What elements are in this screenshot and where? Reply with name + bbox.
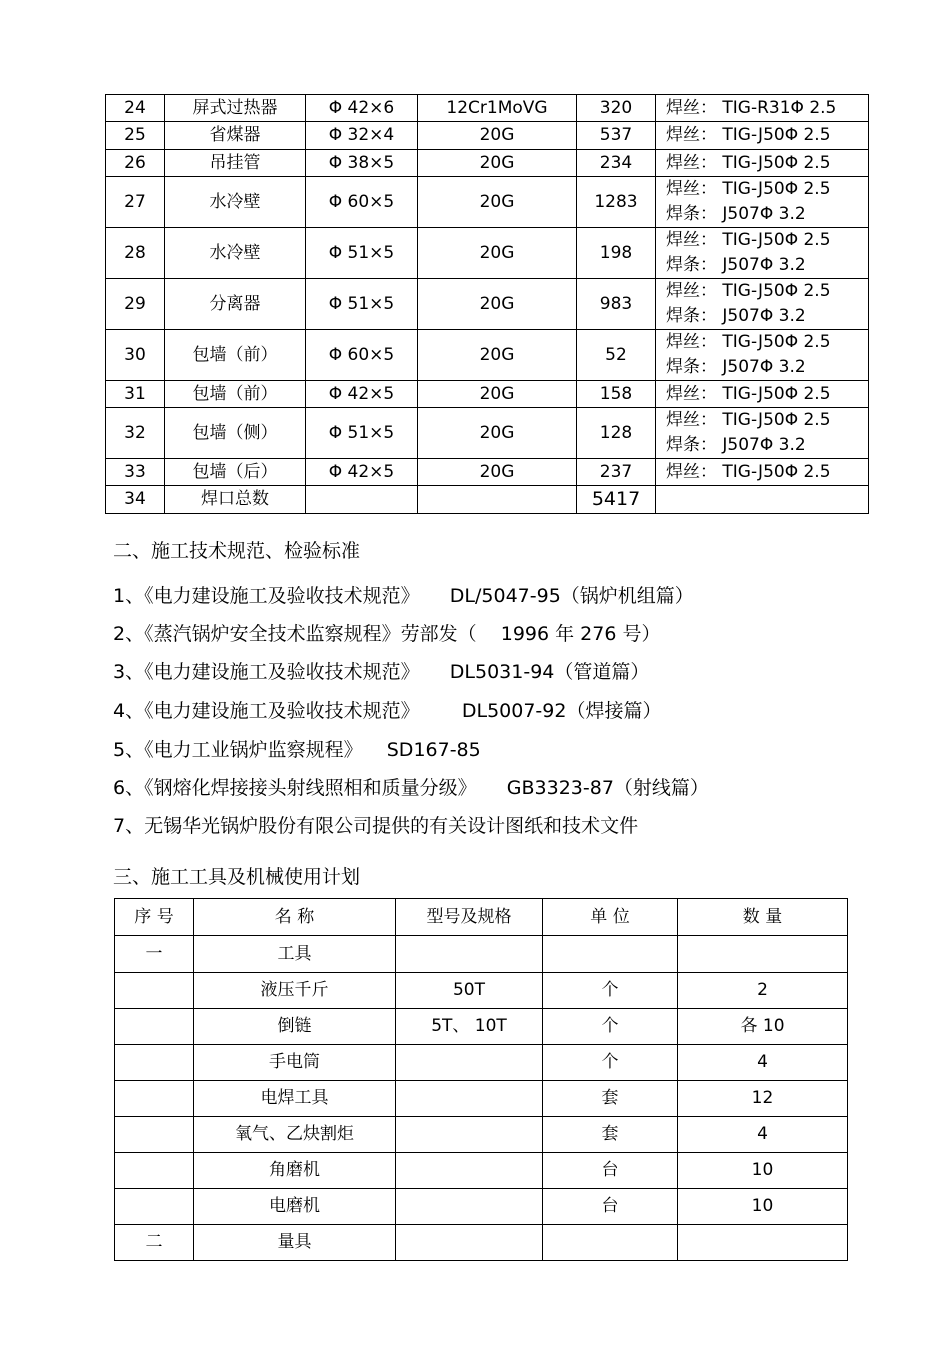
tool-unit: 套 <box>543 1081 678 1117</box>
weld-row <box>106 95 869 122</box>
tool-spec: 50T <box>396 973 543 1009</box>
weld-row <box>106 459 869 486</box>
pipe-spec: Φ 60×5 <box>306 330 418 381</box>
tool-seq <box>115 1081 194 1117</box>
weld-material <box>656 381 869 408</box>
tool-row <box>115 1153 848 1189</box>
header-name: 名 称 <box>194 899 396 936</box>
weld-row <box>106 486 869 514</box>
row-number: 30 <box>106 330 165 381</box>
weld-material <box>656 150 869 177</box>
weld-material-line: 焊丝： TIG-J50Φ 2.5 <box>666 383 831 404</box>
weld-material-line: 焊丝： TIG-J50Φ 2.5 <box>666 281 831 301</box>
weld-material-line: 焊丝： TIG-J50Φ 2.5 <box>666 152 831 173</box>
material: 20G <box>418 228 577 279</box>
tool-spec <box>396 1081 543 1117</box>
pipe-spec: Φ 51×5 <box>306 408 418 459</box>
material: 20G <box>418 381 577 408</box>
pipe-spec <box>306 486 418 514</box>
component-name: 包墙（前） <box>165 381 306 408</box>
joint-count: 237 <box>577 459 656 486</box>
tool-row <box>115 973 848 1009</box>
tool-spec <box>396 1153 543 1189</box>
weld-material-line: 焊丝： TIG-J50Φ 2.5 <box>666 410 831 430</box>
weld-row <box>106 122 869 150</box>
tool-row <box>115 936 848 973</box>
standard-item: 4、《电力建设施工及验收技术规范》 DL5007-92（焊接篇） <box>113 700 662 722</box>
tool-seq <box>115 973 194 1009</box>
weld-material-line: 焊条： J507Φ 3.2 <box>666 255 806 275</box>
header-spec: 型号及规格 <box>396 899 543 936</box>
tool-row <box>115 1045 848 1081</box>
weld-material <box>656 408 869 459</box>
component-name: 焊口总数 <box>165 486 306 514</box>
tool-qty: 4 <box>678 1045 848 1081</box>
material: 20G <box>418 150 577 177</box>
tool-seq <box>115 1189 194 1225</box>
tool-spec <box>396 1045 543 1081</box>
joint-count: 158 <box>577 381 656 408</box>
tool-seq <box>115 1045 194 1081</box>
standard-item: 7、无锡华光锅炉股份有限公司提供的有关设计图纸和技术文件 <box>113 815 639 837</box>
tool-seq <box>115 1117 194 1153</box>
standard-item: 3、《电力建设施工及验收技术规范》 DL5031-94（管道篇） <box>113 661 650 683</box>
weld-row <box>106 150 869 177</box>
pipe-spec: Φ 42×6 <box>306 95 418 122</box>
tool-unit <box>543 1225 678 1261</box>
tool-unit: 套 <box>543 1117 678 1153</box>
tool-spec <box>396 936 543 973</box>
tool-name: 角磨机 <box>194 1153 396 1189</box>
standard-item: 6、《钢熔化焊接接头射线照相和质量分级》 GB3323-87（射线篇） <box>113 777 709 799</box>
tool-qty: 10 <box>678 1189 848 1225</box>
weld-material <box>656 122 869 150</box>
material: 20G <box>418 122 577 150</box>
row-number: 26 <box>106 150 165 177</box>
row-number: 31 <box>106 381 165 408</box>
pipe-spec: Φ 32×4 <box>306 122 418 150</box>
header-qty: 数 量 <box>678 899 848 936</box>
tool-table-header <box>115 899 848 936</box>
weld-material-line: 焊条： J507Φ 3.2 <box>666 204 806 224</box>
row-number: 33 <box>106 459 165 486</box>
tool-qty <box>678 1225 848 1261</box>
material: 20G <box>418 459 577 486</box>
row-number: 29 <box>106 279 165 330</box>
pipe-spec: Φ 60×5 <box>306 177 418 228</box>
weld-joint-table <box>105 94 869 514</box>
header-seq: 序 号 <box>115 899 194 936</box>
tool-name: 电磨机 <box>194 1189 396 1225</box>
tool-seq <box>115 1009 194 1045</box>
tool-spec <box>396 1189 543 1225</box>
component-name: 水冷壁 <box>165 177 306 228</box>
tool-name: 倒链 <box>194 1009 396 1045</box>
pipe-spec: Φ 38×5 <box>306 150 418 177</box>
row-number: 27 <box>106 177 165 228</box>
row-number: 32 <box>106 408 165 459</box>
weld-material-line: 焊丝： TIG-J50Φ 2.5 <box>666 125 831 145</box>
tool-name: 量具 <box>194 1225 396 1261</box>
material <box>418 486 577 514</box>
tool-seq: 一 <box>115 936 194 973</box>
joint-count: 198 <box>577 228 656 279</box>
standard-item: 1、《电力建设施工及验收技术规范》 DL/5047-95（锅炉机组篇） <box>113 585 694 607</box>
weld-material <box>656 177 869 228</box>
joint-count: 234 <box>577 150 656 177</box>
weld-row <box>106 228 869 279</box>
weld-row <box>106 330 869 381</box>
material: 20G <box>418 177 577 228</box>
pipe-spec: Φ 51×5 <box>306 228 418 279</box>
tool-unit: 台 <box>543 1153 678 1189</box>
tool-unit: 个 <box>543 973 678 1009</box>
standard-item: 2、《蒸汽锅炉安全技术监察规程》劳部发（ 1996 年 276 号） <box>113 623 661 645</box>
weld-material-line: 焊丝： TIG-J50Φ 2.5 <box>666 179 831 199</box>
joint-count: 52 <box>577 330 656 381</box>
weld-material-line: 焊条： J507Φ 3.2 <box>666 435 806 455</box>
row-number: 34 <box>106 486 165 514</box>
tool-name: 氧气、乙炔割炬 <box>194 1117 396 1153</box>
tool-row <box>115 1081 848 1117</box>
tool-unit: 个 <box>543 1045 678 1081</box>
pipe-spec: Φ 42×5 <box>306 381 418 408</box>
tool-spec <box>396 1225 543 1261</box>
tool-unit: 台 <box>543 1189 678 1225</box>
tool-row <box>115 1009 848 1045</box>
tool-unit <box>543 936 678 973</box>
weld-row <box>106 177 869 228</box>
weld-material <box>656 279 869 330</box>
weld-material <box>656 95 869 122</box>
tool-qty: 4 <box>678 1117 848 1153</box>
tool-qty: 12 <box>678 1081 848 1117</box>
row-number: 28 <box>106 228 165 279</box>
joint-count: 5417 <box>577 486 656 514</box>
tool-row <box>115 1189 848 1225</box>
tool-name: 电焊工具 <box>194 1081 396 1117</box>
tool-name: 手电筒 <box>194 1045 396 1081</box>
joint-count: 320 <box>577 95 656 122</box>
weld-material <box>656 459 869 486</box>
component-name: 省煤器 <box>165 122 306 150</box>
component-name: 水冷壁 <box>165 228 306 279</box>
component-name: 屏式过热器 <box>165 95 306 122</box>
pipe-spec: Φ 51×5 <box>306 279 418 330</box>
component-name: 包墙（前） <box>165 330 306 381</box>
tool-spec <box>396 1117 543 1153</box>
weld-material-line: 焊丝： TIG-J50Φ 2.5 <box>666 230 831 250</box>
component-name: 包墙（侧） <box>165 408 306 459</box>
tool-spec: 5T、 10T <box>396 1009 543 1045</box>
joint-count: 537 <box>577 122 656 150</box>
joint-count: 1283 <box>577 177 656 228</box>
weld-material <box>656 486 869 514</box>
weld-row <box>106 279 869 330</box>
material: 20G <box>418 408 577 459</box>
tool-row <box>115 1225 848 1261</box>
material: 12Cr1MoVG <box>418 95 577 122</box>
weld-material-line: 焊条： J507Φ 3.2 <box>666 357 806 377</box>
component-name: 分离器 <box>165 279 306 330</box>
joint-count: 983 <box>577 279 656 330</box>
tool-row <box>115 1117 848 1153</box>
tool-name: 工具 <box>194 936 396 973</box>
weld-material <box>656 330 869 381</box>
tool-qty: 各 10 <box>678 1009 848 1045</box>
weld-material <box>656 228 869 279</box>
tool-seq <box>115 1153 194 1189</box>
weld-material-line: 焊条： J507Φ 3.2 <box>666 306 806 326</box>
tool-unit: 个 <box>543 1009 678 1045</box>
pipe-spec: Φ 42×5 <box>306 459 418 486</box>
tool-name: 液压千斤 <box>194 973 396 1009</box>
standard-item: 5、《电力工业锅炉监察规程》 SD167-85 <box>113 739 481 761</box>
weld-material-line: 焊丝： TIG-R31Φ 2.5 <box>666 97 837 118</box>
tool-seq: 二 <box>115 1225 194 1261</box>
tool-qty <box>678 936 848 973</box>
row-number: 25 <box>106 122 165 150</box>
component-name: 吊挂管 <box>165 150 306 177</box>
section-2-title: 二、施工技术规范、检验标准 <box>113 540 361 562</box>
tool-qty: 2 <box>678 973 848 1009</box>
weld-row <box>106 408 869 459</box>
weld-material-line: 焊丝： TIG-J50Φ 2.5 <box>666 332 831 352</box>
section-3-title: 三、施工工具及机械使用计划 <box>113 866 361 888</box>
component-name: 包墙（后） <box>165 459 306 486</box>
tool-plan-table <box>114 898 848 1261</box>
weld-row <box>106 381 869 408</box>
joint-count: 128 <box>577 408 656 459</box>
material: 20G <box>418 279 577 330</box>
material: 20G <box>418 330 577 381</box>
header-unit: 单 位 <box>543 899 678 936</box>
row-number: 24 <box>106 95 165 122</box>
tool-qty: 10 <box>678 1153 848 1189</box>
weld-material-line: 焊丝： TIG-J50Φ 2.5 <box>666 461 831 482</box>
